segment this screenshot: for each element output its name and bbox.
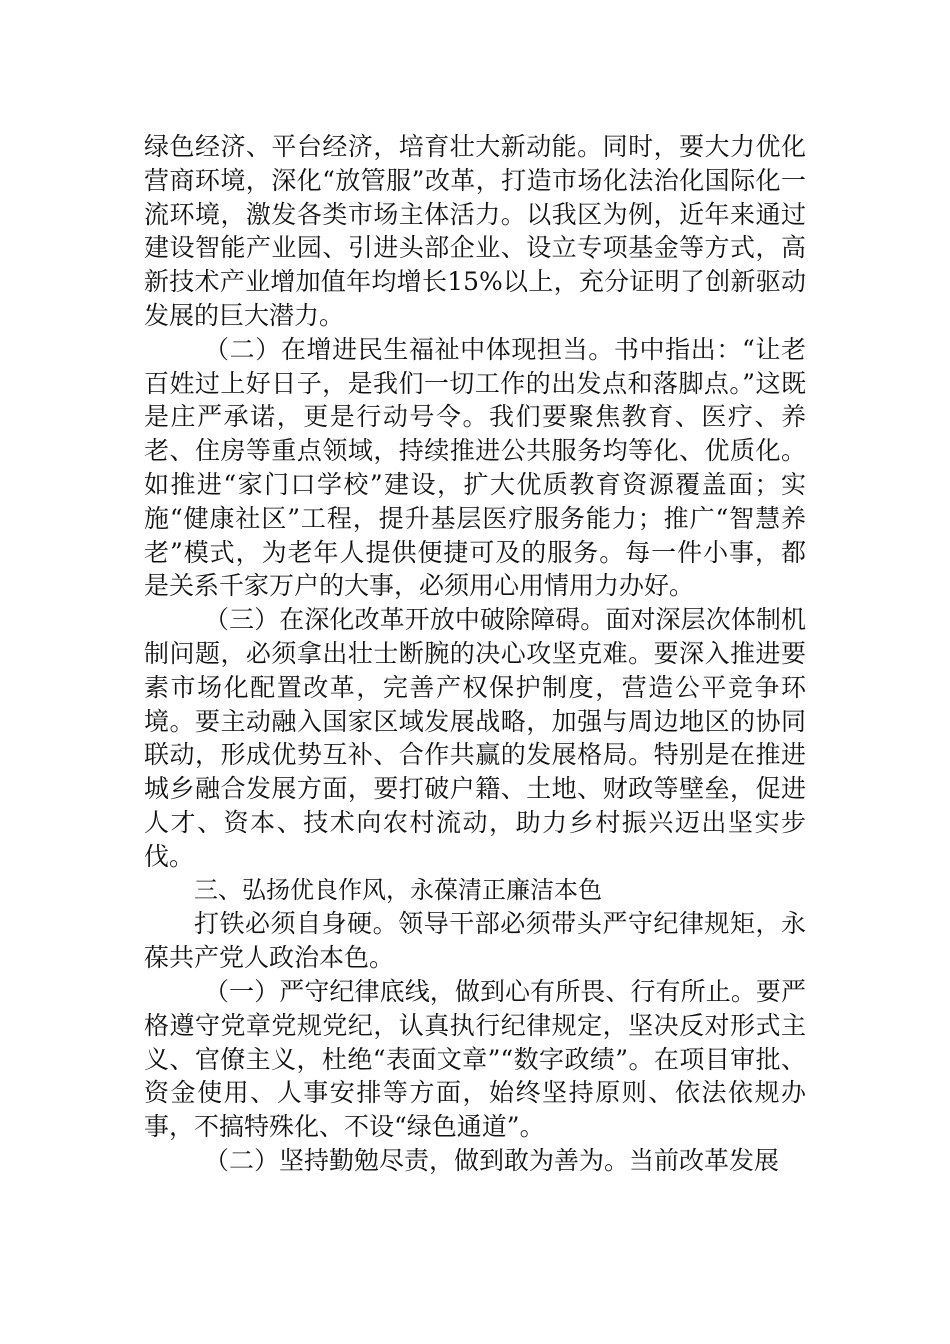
section-heading-3: 三、弘扬优良作风，永葆清正廉洁本色 (194, 875, 602, 904)
paragraph-section-2-3: （三）在深化改革开放中破除障碍。面对深层次体制机制问题，必须拿出壮士断腕的决心攻坚克难。要深入推进要素市场化配置改革，完善产权保护制度，营造公平竞争环境。要主动融入国家区域发展战略，加强与周边地区的协同联动，形成优势互补、合作共赢的发展格局。特别是在推进城乡融合发展方面，要打破户籍、土地、财政等壁垒，促进人才、资本、技术向农村流动，助力乡村振兴迈出坚实步伐。 (144, 605, 806, 871)
paragraph-section-2-2: （二）在增进民生福祉中体现担当。书中指出：“让老百姓过上好日子，是我们一切工作的出发点和落脚点。”这既是庄严承诺，更是行动号令。我们要聚焦教育、医疗、养老、住房等重点领域，持续推进公共服务均等化、优质化。如推进“家门口学校”建设，扩大优质教育资源覆盖面；实施“健康社区”工程，提升基层医疗服务能力；推广“智慧养老”模式，为老年人提供便捷可及的服务。每一件小事，都是关系千家万户的大事，必须用心用情用力办好。 (144, 334, 806, 601)
paragraph-section-3-1: （一）严守纪律底线，做到心有所畏、行有所止。要严格遵守党章党规党纪，认真执行纪律规定，坚决反对形式主义、官僚主义，杜绝“表面文章”“数字政绩”。在项目审批、资金使用、人事安排等方面，始终坚持原则、依法依规办事，不搞特殊化、不设“绿色通道”。 (144, 976, 806, 1142)
document-page (144, 130, 806, 1178)
paragraph-section-3-2: （二）坚持勤勉尽责，做到敢为善为。当前改革发展 (204, 1145, 780, 1175)
paragraph-continuation: 绿色经济、平台经济，培育壮大新动能。同时，要大力优化营商环境，深化“放管服”改革，打造市场化法治化国际化一流环境，激发各类市场主体活力。以我区为例，近年来通过建设智能产业园、引进头部企业、设立专项基金等方式，高新技术产业增加值年均增长15%以上，充分证明了创新驱动发展的巨大潜力。 (144, 132, 806, 330)
paragraph-section-3-intro: 打铁必须自身硬。领导干部必须带头严守纪律规矩，永葆共产党人政治本色。 (144, 909, 806, 973)
